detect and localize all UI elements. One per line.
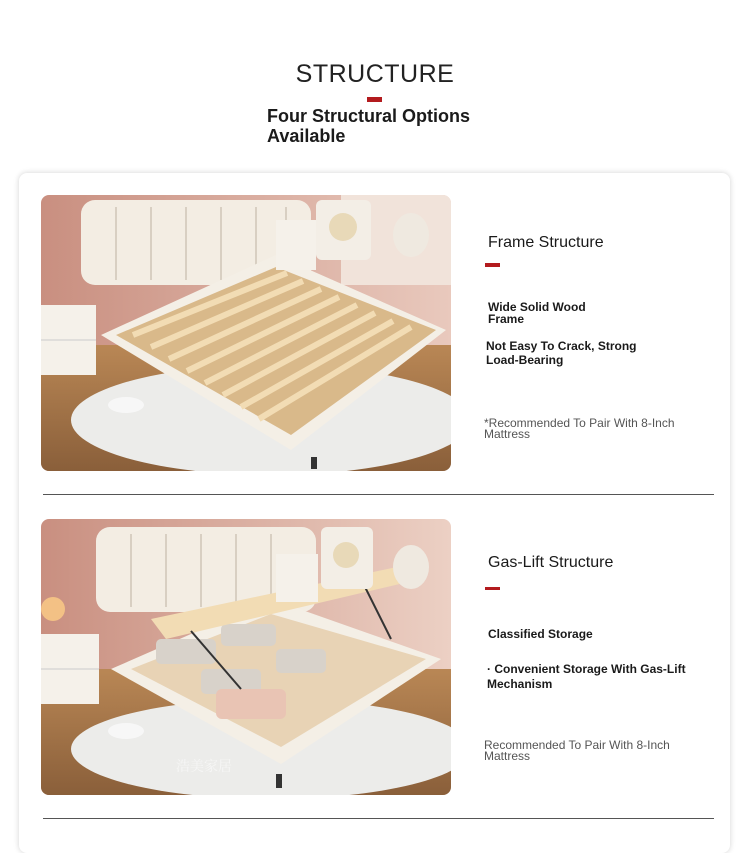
page-title: STRUCTURE [295, 60, 455, 88]
frame-feature-1: Wide Solid Wood Frame [488, 300, 586, 326]
frame-structure-photo [41, 195, 451, 471]
gas-lift-structure-accent [485, 587, 500, 590]
page-subtitle: Four Structural Options Available [267, 106, 471, 146]
gas-lift-feature-2: · Convenient Storage With Gas-Lift Mechanism [487, 662, 686, 691]
gas-lift-structure-title: Gas-Lift Structure [488, 554, 614, 571]
frame-note: *Recommended To Pair With 8-Inch Mattress [484, 416, 675, 441]
title-accent-bar [367, 97, 382, 102]
gas-lift-feature-1: Classified Storage [488, 627, 593, 641]
gas-lift-photo-watermark: 浩美家居 [176, 758, 232, 774]
frame-structure-title: Frame Structure [488, 234, 604, 251]
section-divider-1 [43, 494, 714, 495]
section-divider-2 [43, 818, 714, 819]
gas-lift-note: Recommended To Pair With 8-Inch Mattress [484, 738, 670, 763]
frame-feature-2: Not Easy To Crack, Strong Load-Bearing [486, 339, 637, 367]
gas-lift-structure-photo [41, 519, 451, 795]
frame-structure-accent [485, 263, 500, 267]
